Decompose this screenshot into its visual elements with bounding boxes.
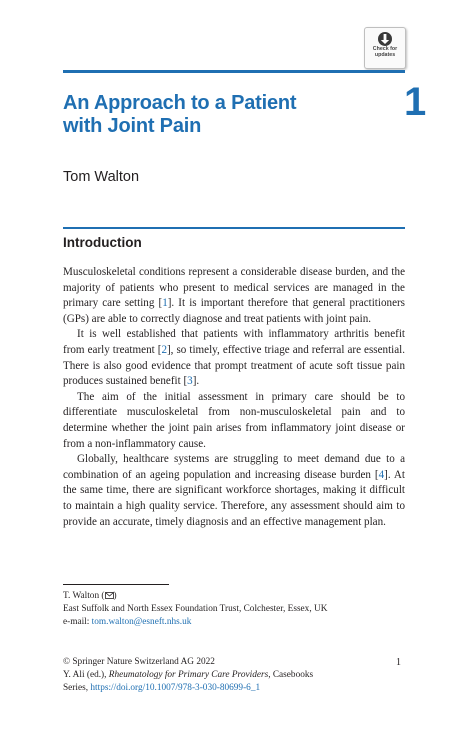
copyright-line: © Springer Nature Switzerland AG 2022	[63, 657, 215, 667]
citation-link-1[interactable]: 1	[162, 297, 168, 310]
citation-link-4[interactable]: 4	[378, 468, 385, 481]
doi-line: Series, https://doi.org/10.1007/978-3-030-80699-6_1	[63, 683, 261, 694]
chapter-title-line-2: with Joint Pain	[63, 115, 202, 137]
footnote-author-line: T. Walton ( )	[63, 591, 117, 601]
chapter-title-line-1: An Approach to a Patient	[63, 92, 297, 114]
badge-line-1: Check for	[372, 46, 398, 52]
footnote-affiliation: East Suffolk and North Essex Foundation Trust, Colchester, Essex, UK	[63, 604, 328, 615]
section-title: Introduction	[63, 235, 142, 250]
footnote-rule	[63, 584, 169, 585]
citation-line: Y. Ali (ed.), Rheumatology for Primary Care Providers, Casebooks	[63, 670, 314, 681]
chapter-author: Tom Walton	[63, 169, 140, 185]
citation-link-2[interactable]: 2	[161, 343, 167, 356]
copyright-block	[63, 656, 405, 696]
paragraph-3: The aim of the initial assessment in primary care should be to differentiate musculoskeletal from non-musculoskeletal pain and to determine whether the joint pain arises from inflammatory joint disease or from a non-inflammatory cause.	[63, 390, 405, 450]
envelope-icon	[105, 592, 114, 599]
book-title: Rheumatology for Primary Care Providers	[108, 670, 269, 681]
section-rule	[63, 227, 405, 229]
email-link[interactable]: tom.walton@esneft.nhs.uk	[91, 617, 192, 628]
chapter-number: 1	[404, 80, 427, 124]
paragraph-1: Musculoskeletal conditions represent a considerable disease burden, and the majority of patients who present to medical services are managed in the primary care setting [1]. It is important therefore that general practitioners (GPs) are able to correctly diagnose and treat patients with joint pain.	[63, 266, 406, 325]
chapter-title	[63, 92, 363, 138]
footnote-email-line: e-mail: tom.walton@esneft.nhs.uk	[63, 617, 192, 628]
paragraph-4: Globally, healthcare systems are struggling to meet demand due to a combination of an ageing population and increasing disease burden [4]. At the same time, there are significant workforce shortages, making it difficult to maintain a high quality service. Therefore, any assessment should aim to provide an accurate, timely diagnosis and an effective management plan.	[63, 453, 405, 528]
header-rule	[63, 70, 405, 73]
footnote	[63, 590, 405, 630]
check-updates-icon	[377, 31, 393, 47]
badge-line-2: updates	[374, 51, 396, 58]
body-text	[63, 265, 405, 530]
citation-link-3[interactable]: 3	[187, 375, 193, 388]
doi-link[interactable]: https://doi.org/10.1007/978-3-030-80699-6_1	[90, 683, 261, 694]
check-for-updates-badge[interactable]	[364, 27, 406, 69]
paragraph-2: It is well established that patients with inflammatory arthritis benefit from early treatment [2], so timely, effective triage and referral are essential. There is also good evidence that prompt treatment of acute soft tissue pain produces sustained benefit [3].	[63, 328, 406, 388]
page-number: 1	[396, 657, 401, 668]
